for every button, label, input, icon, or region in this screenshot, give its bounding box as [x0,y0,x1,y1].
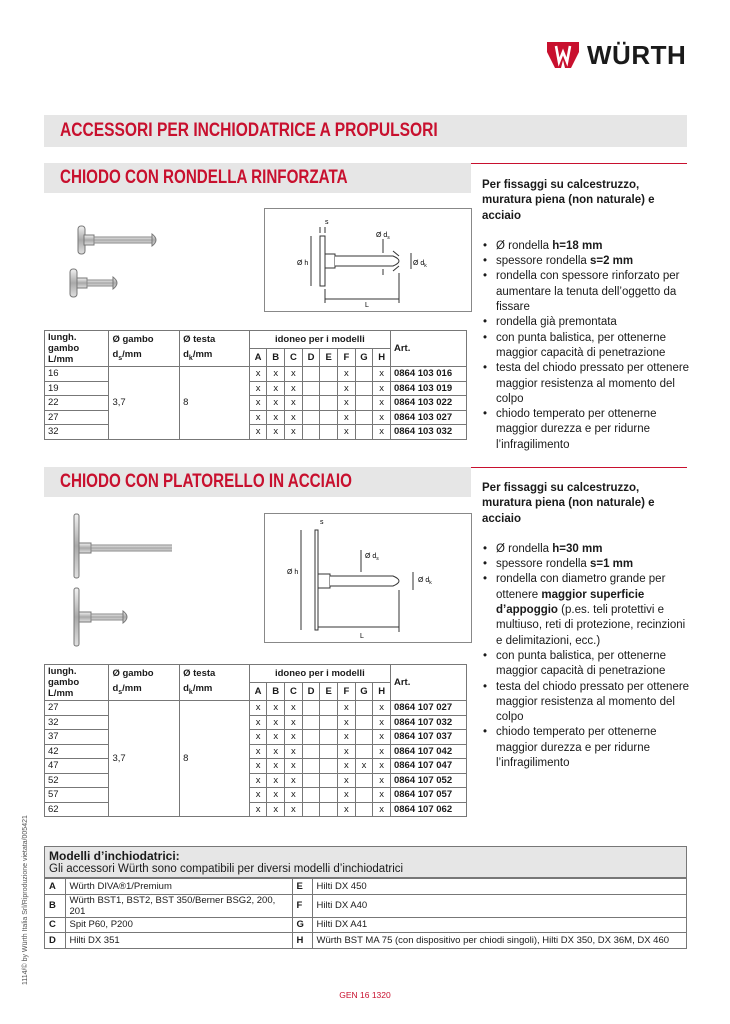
col-testa-unit: /mm [192,682,213,694]
cell-compat [355,425,373,440]
cell-compat [320,396,338,411]
cell-lungh: 27 [45,701,109,716]
col-gambo-d: d [112,682,119,694]
cell-gambo: 3,7 [109,701,180,817]
models-table [45,878,686,948]
cell-art: 0864 107 062 [390,802,466,817]
cell-compat: x [373,381,391,396]
col-gambo-unit: /mm [122,348,142,360]
cell-compat: x [338,730,356,745]
col-gambo-sub: s [118,354,123,362]
models-row [45,894,686,917]
drawing2-label-L: L [360,633,364,640]
cell-art: 0864 107 032 [390,715,466,730]
cell-compat: x [285,773,303,788]
cell-compat [355,744,373,759]
cell-compat [320,425,338,440]
cell-compat [302,715,320,730]
cell-compat: x [267,802,285,817]
bullet-text: rondella con diametro grande per ottenere [496,573,666,601]
cell-lungh: 27 [45,410,109,425]
cell-compat: x [267,701,285,716]
models-title: Modelli d’inchiodatrici: [49,849,180,863]
cell-compat [302,730,320,745]
cell-compat: x [373,730,391,745]
col-testa [180,331,250,367]
drawing-subscript: s [376,556,379,562]
table-row [45,744,467,759]
section2-technical-drawing [264,513,472,643]
cell-compat [302,396,320,411]
cell-compat [355,381,373,396]
cell-compat: x [267,759,285,774]
model-letter: F [338,683,356,701]
models-row [45,933,686,949]
section1-description [482,178,692,453]
cell-compat [302,410,320,425]
col-art: Art. [390,665,466,701]
col-testa-sub: k [188,688,193,696]
models-subtitle: Gli accessori Würth sono compatibili per diversi modelli d’inchiodatrici [49,863,404,875]
drawing-subscript: k [424,263,427,269]
col-art: Art. [390,331,466,367]
model-key: G [292,917,312,933]
cell-compat [320,744,338,759]
drawing-label-d2: Ø $d_k$ [413,260,427,269]
model-letter: C [285,683,303,701]
cell-compat: x [338,410,356,425]
cell-compat: x [373,715,391,730]
table-row [45,730,467,745]
drawing-subscript: s [387,235,390,241]
model-value: Hilti DX 351 [65,933,292,949]
cell-compat: x [285,744,303,759]
col-idoneo: idoneo per i modelli [249,665,390,683]
col-gambo [109,665,180,701]
cell-compat: x [267,425,285,440]
cell-compat: x [249,773,267,788]
models-box [44,846,687,949]
model-letter: H [373,349,391,367]
bullet-text: rondella già premontata [496,316,617,329]
col-testa-sub: k [188,354,193,362]
section1-bullets [482,239,692,453]
cell-compat: x [285,715,303,730]
section1-desc-head: Per fissaggi su calcestruzzo, muratura piena (non naturale) e acciaio [482,179,655,222]
cell-testa: 8 [180,367,250,440]
cell-compat: x [267,367,285,382]
wurth-logo [545,35,690,75]
cell-lungh: 47 [45,759,109,774]
cell-compat: x [338,715,356,730]
table-row [45,367,467,382]
cell-compat [355,367,373,382]
cell-compat: x [249,410,267,425]
bullet-item [482,680,692,726]
cell-compat [320,773,338,788]
cell-lungh: 19 [45,381,109,396]
model-key: B [45,894,65,917]
drawing2-label-h: Ø h [287,569,299,576]
section2-divider [471,467,687,468]
cell-compat [320,367,338,382]
cell-art: 0864 107 047 [390,759,466,774]
bullet-text: chiodo temperato per ottenerne maggior durezza e per ridurne l’infragilimento [496,408,657,451]
bullet-bold: h=30 mm [552,542,603,555]
cell-compat: x [373,802,391,817]
table-row [45,759,467,774]
cell-compat: x [249,730,267,745]
cell-compat [302,744,320,759]
table-row [45,425,467,440]
model-value: Hilti DX 450 [312,879,686,895]
cell-lungh: 57 [45,788,109,803]
model-letter: E [320,349,338,367]
cell-compat: x [338,802,356,817]
bullet-text: rondella con spessore rinforzato per aumentare la tenuta dell’oggetto da fissare [496,270,680,314]
model-letter: B [267,683,285,701]
drawing-label-L: L [365,302,369,309]
col-lungh: lungh. gambo L/mm [45,665,109,701]
cell-compat: x [249,701,267,716]
bullet-item [482,361,692,407]
model-letter: E [320,683,338,701]
cell-compat: x [249,802,267,817]
bullet-bold: s=1 mm [589,558,634,571]
cell-art: 0864 107 042 [390,744,466,759]
cell-compat: x [338,425,356,440]
bullet-item [482,649,692,680]
cell-compat [320,730,338,745]
section1-title: CHIODO CON RONDELLA RINFORZATA [60,167,348,188]
section1-spec-table [44,330,467,440]
col-testa [180,665,250,701]
bullet-text: chiodo temperato per ottenerne maggior durezza e per ridurne l’infragilimento [496,726,657,770]
cell-compat: x [249,744,267,759]
cell-compat [355,715,373,730]
models-header [45,847,686,878]
cell-lungh: 32 [45,425,109,440]
models-row [45,917,686,933]
cell-art: 0864 103 019 [390,381,466,396]
cell-compat: x [338,788,356,803]
bullet-bold: maggior superficie d’appoggio [496,588,645,617]
col-testa-label: Ø testa [183,667,216,679]
col-testa-unit: /mm [192,348,213,360]
drawing2-label-s: s [320,519,324,526]
bullet-item [482,315,692,330]
model-letter: D [302,349,320,367]
cell-compat: x [285,759,303,774]
cell-compat: x [267,715,285,730]
cell-compat: x [285,701,303,716]
cell-compat: x [285,802,303,817]
model-letter: A [249,683,267,701]
table-header-row [45,665,467,683]
cell-compat [320,715,338,730]
table-row [45,396,467,411]
cell-compat: x [373,396,391,411]
cell-compat [302,759,320,774]
col-testa-label: Ø testa [183,333,216,345]
bullet-item [482,542,692,557]
col-gambo-d: d [112,348,119,360]
cell-art: 0864 103 022 [390,396,466,411]
table-row [45,773,467,788]
cell-compat: x [373,788,391,803]
model-key: H [292,933,312,949]
cell-compat [320,701,338,716]
section2-description [482,481,692,771]
section2-title: CHIODO CON PLATORELLO IN ACCIAIO [60,471,352,492]
cell-art: 0864 107 027 [390,701,466,716]
cell-compat [320,802,338,817]
cell-compat: x [373,701,391,716]
cell-compat: x [285,410,303,425]
col-lungh: lungh. gambo L/mm [45,331,109,367]
cell-compat: x [338,701,356,716]
cell-compat [355,773,373,788]
section2-spec-table [44,664,467,817]
cell-art: 0864 103 032 [390,425,466,440]
drawing2-label-d2: Ø $d_k$ [418,577,432,586]
table-row [45,715,467,730]
col-gambo-label: Ø gambo [112,333,154,345]
section2-title-band [44,467,471,497]
model-key: A [45,879,65,895]
bullet-item [482,331,692,362]
cell-compat: x [355,759,373,774]
table-row [45,802,467,817]
model-letter: H [373,683,391,701]
cell-compat [355,788,373,803]
cell-compat [302,425,320,440]
cell-lungh: 52 [45,773,109,788]
bullet-item [482,407,692,453]
side-note: 1114/© by Würth Italia Srl/Riproduzione vietata/005421 [22,815,29,985]
section2-product-photo [62,510,172,650]
model-key: F [292,894,312,917]
drawing-subscript: k [429,580,432,586]
cell-art: 0864 107 057 [390,788,466,803]
model-value: Würth DIVA®1/Premium [65,879,292,895]
cell-art: 0864 107 037 [390,730,466,745]
bullet-bold: s=2 mm [589,255,634,268]
model-value: Hilti DX A41 [312,917,686,933]
model-key: C [45,917,65,933]
cell-lungh: 22 [45,396,109,411]
cell-compat [302,381,320,396]
model-value: Spit P60, P200 [65,917,292,933]
cell-compat: x [373,744,391,759]
cell-compat [302,802,320,817]
bullet-text: con punta balistica, per ottenerne maggior capacità di penetrazione [496,649,667,678]
cell-compat: x [373,759,391,774]
table-row [45,788,467,803]
section1-divider [471,163,687,164]
page-code: GEN 16 1320 [339,990,391,1000]
section2-desc-head: Per fissaggi su calcestruzzo, muratura piena (non naturale) e acciaio [482,482,655,525]
bullet-text: Ø rondella [496,239,553,252]
cell-compat [355,410,373,425]
cell-compat: x [249,425,267,440]
wurth-logo-icon [545,38,581,72]
cell-compat: x [373,367,391,382]
drawing-label-h: Ø h [297,260,309,267]
bullet-item [482,269,692,315]
cell-testa: 8 [180,701,250,817]
table-header-row [45,331,467,349]
cell-art: 0864 103 027 [390,410,466,425]
model-value: Hilti DX A40 [312,894,686,917]
cell-art: 0864 103 016 [390,367,466,382]
cell-compat [302,788,320,803]
cell-compat: x [373,410,391,425]
cell-compat [320,381,338,396]
main-title: ACCESSORI PER INCHIODATRICE A PROPULSORI [60,120,438,141]
cell-compat [355,802,373,817]
bullet-text: spessore rondella [496,558,590,571]
cell-lungh: 42 [45,744,109,759]
cell-compat: x [267,381,285,396]
model-key: D [45,933,65,949]
drawing2-label-d1: Ø $d_s$ [365,553,379,562]
bullet-text: testa del chiodo pressato per ottenere maggior resistenza al momento del colpo [496,362,690,405]
bullet-item [482,557,692,572]
model-key: E [292,879,312,895]
cell-compat: x [373,425,391,440]
model-value: Würth BST MA 75 (con dispositivo per chiodi singoli), Hilti DX 350, DX 36M, DX 460 [312,933,686,949]
table-row [45,701,467,716]
table-row [45,410,467,425]
cell-compat: x [338,381,356,396]
col-idoneo: idoneo per i modelli [249,331,390,349]
section2-drawing-svg [265,514,471,642]
bullet-text: con punta balistica, per ottenerne maggior capacità di penetrazione [496,331,667,359]
table-row [45,381,467,396]
cell-art: 0864 107 052 [390,773,466,788]
cell-compat [320,759,338,774]
model-letter: A [249,349,267,367]
cell-lungh: 62 [45,802,109,817]
cell-lungh: 37 [45,730,109,745]
model-letter: F [338,349,356,367]
model-letter: C [285,349,303,367]
drawing-label-s: s [325,219,329,226]
model-letter: G [355,349,373,367]
cell-compat: x [338,367,356,382]
cell-compat: x [285,730,303,745]
cell-lungh: 32 [45,715,109,730]
cell-compat: x [249,759,267,774]
section1-technical-drawing [264,208,472,312]
col-testa-d: d [183,348,189,360]
bullet-bold: h=18 mm [552,239,603,252]
cell-compat: x [285,381,303,396]
cell-compat [355,730,373,745]
bullet-item [482,572,692,648]
col-gambo-label: Ø gambo [112,667,154,679]
cell-compat: x [285,367,303,382]
col-gambo-unit: /mm [122,682,142,694]
section1-drawing-svg [265,209,471,311]
section2-bullets [482,542,692,771]
cell-compat: x [338,396,356,411]
cell-compat: x [267,773,285,788]
cell-compat [355,701,373,716]
model-value: Würth BST1, BST2, BST 350/Berner BSG2, 200, 201 [65,894,292,917]
section1-title-band [44,163,471,193]
cell-compat: x [285,788,303,803]
cell-compat: x [249,396,267,411]
cell-compat: x [249,381,267,396]
cell-compat [302,773,320,788]
cell-gambo: 3,7 [109,367,180,440]
cell-compat: x [267,788,285,803]
bullet-item [482,239,692,254]
logo-text: WÜRTH [587,39,687,70]
cell-compat [320,788,338,803]
cell-compat: x [338,773,356,788]
col-gambo [109,331,180,367]
models-row [45,879,686,895]
cell-compat: x [373,773,391,788]
cell-lungh: 16 [45,367,109,382]
bullet-text: Ø rondella [496,542,553,555]
cell-compat [302,701,320,716]
cell-compat: x [267,396,285,411]
cell-compat: x [285,396,303,411]
bullet-text: spessore rondella [496,255,590,268]
cell-compat [302,367,320,382]
cell-compat [320,410,338,425]
cell-compat: x [267,730,285,745]
cell-compat: x [285,425,303,440]
col-testa-d: d [183,682,189,694]
col-gambo-sub: s [118,688,123,696]
bullet-item [482,254,692,269]
cell-compat: x [249,788,267,803]
cell-compat: x [267,410,285,425]
main-title-band [44,115,687,147]
cell-compat: x [249,715,267,730]
cell-compat: x [338,744,356,759]
cell-compat [355,396,373,411]
model-letter: D [302,683,320,701]
cell-compat: x [267,744,285,759]
cell-compat: x [338,759,356,774]
model-letter: G [355,683,373,701]
drawing-label-d1: Ø $d_s$ [376,232,390,241]
model-letter: B [267,349,285,367]
bullet-item [482,725,692,771]
section1-product-photo [62,222,172,312]
cell-compat: x [249,367,267,382]
bullet-text-after: (p.es. teli protettivi e multiuso, reti di protezione, recinzioni e delimitazioni, ecc.) [496,604,686,647]
bullet-text: testa del chiodo pressato per ottenere maggior resistenza al momento del colpo [496,680,690,724]
